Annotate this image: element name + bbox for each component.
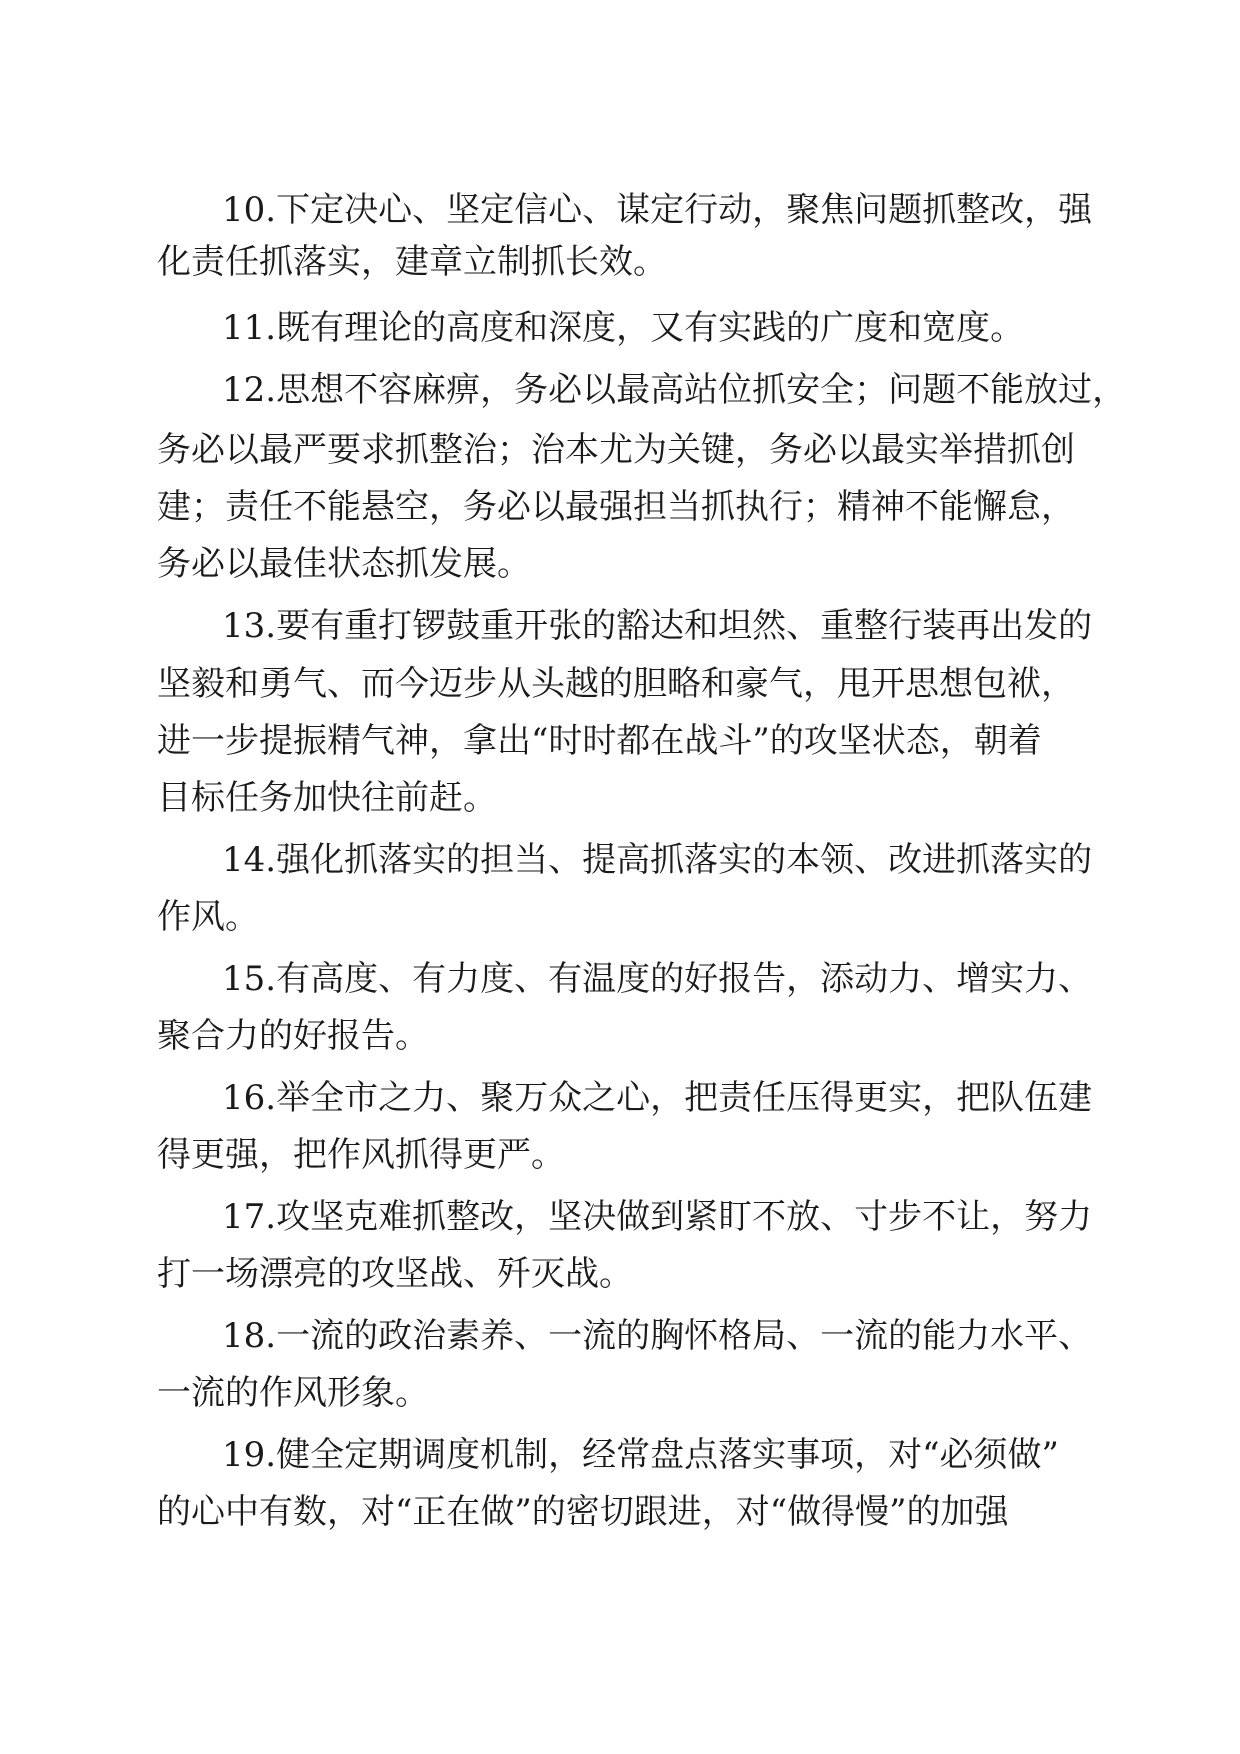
text-line: 10.下定决心、坚定信心、谋定行动，聚焦问题抓整改，强 [222,190,1093,230]
text-line: 的心中有数，对“正在做”的密切跟进，对“做得慢”的加强 [157,1492,1009,1532]
text-line: 13.要有重打锣鼓重开张的豁达和坦然、重整行装再出发的 [222,606,1093,646]
text-line: 务必以最严要求抓整治；治本尤为关键，务必以最实举措抓创 [157,430,1075,470]
text-line: 得更强，把作风抓得更严。 [157,1135,565,1175]
text-line: 一流的作风形象。 [157,1373,429,1413]
text-line: 14.强化抓落实的担当、提高抓落实的本领、改进抓落实的 [222,840,1093,880]
text-line: 19.健全定期调度机制，经常盘点落实事项，对“必须做” [222,1435,1059,1475]
text-line: 进一步提振精气神，拿出“时时都在战斗”的攻坚状态，朝着 [157,721,1042,761]
text-line: 化责任抓落实，建章立制抓长效。 [157,242,667,282]
text-line: 坚毅和勇气、而今迈步从头越的胆略和豪气，甩开思想包袱， [157,664,1075,704]
text-line: 16.举全市之力、聚万众之心，把责任压得更实，把队伍建 [222,1078,1093,1118]
text-line: 务必以最佳状态抓发展。 [157,544,531,584]
text-line: 12.思想不容麻痹，务必以最高站位抓安全；问题不能放过， [222,370,1127,410]
text-line: 17.攻坚克难抓整改，坚决做到紧盯不放、寸步不让，努力 [222,1197,1093,1237]
text-line: 18.一流的政治素养、一流的胸怀格局、一流的能力水平、 [222,1316,1093,1356]
text-line: 15.有高度、有力度、有温度的好报告，添动力、增实力、 [222,959,1093,999]
text-line: 打一场漂亮的攻坚战、歼灭战。 [157,1254,633,1294]
text-line: 建；责任不能悬空，务必以最强担当抓执行；精神不能懈怠， [157,487,1075,527]
text-line: 目标任务加快往前赶。 [157,778,497,818]
text-line: 作风。 [157,897,259,937]
text-line: 聚合力的好报告。 [157,1016,429,1056]
text-line: 11.既有理论的高度和深度，又有实践的广度和宽度。 [222,308,1025,348]
